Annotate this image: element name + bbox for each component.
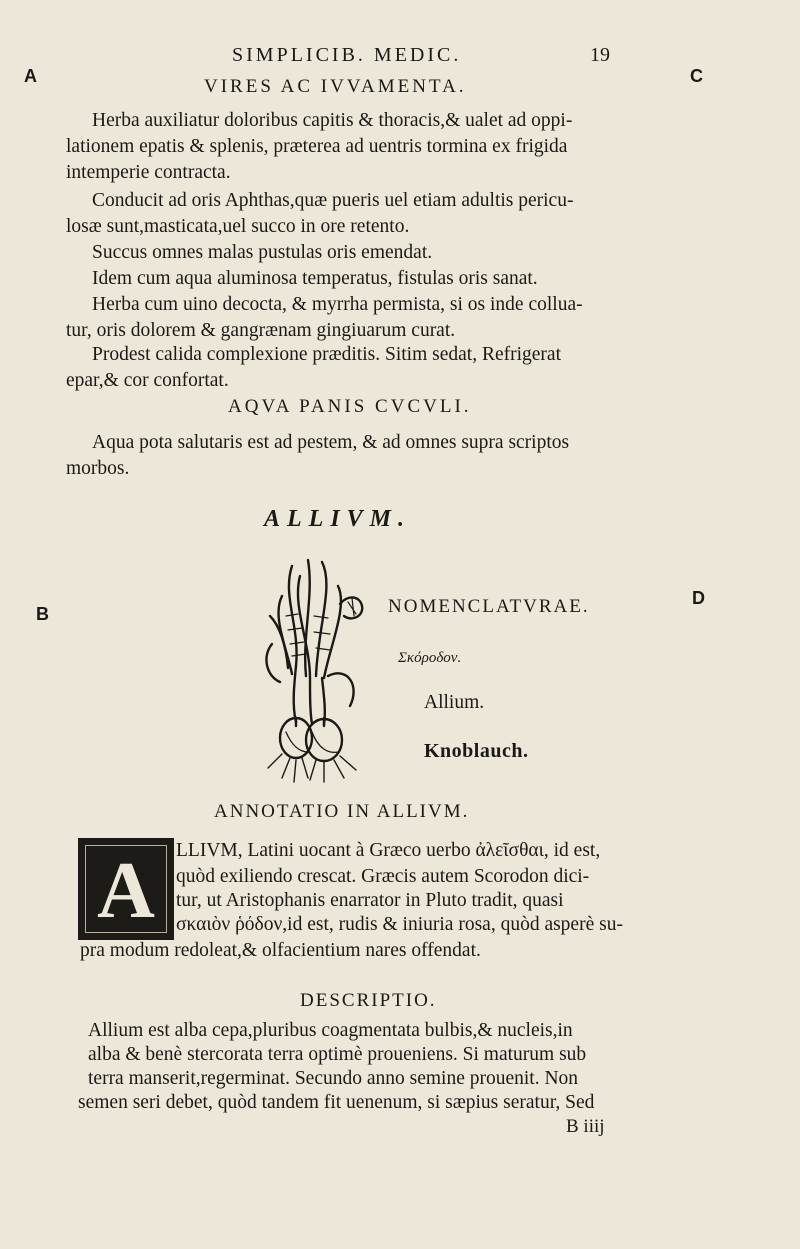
text-line: Succus omnes malas pustulas oris emendat. (92, 242, 433, 263)
initial-letter: A (97, 847, 155, 935)
signature-mark: B iiij (566, 1116, 605, 1137)
text-line: quòd exiliendo crescat. Græcis autem Scorodon dici- (176, 866, 590, 887)
text-line: LLIVM, Latini uocant à Græco uerbo ἀλεῖσθαι, id est, (176, 840, 601, 861)
german-name: Knoblauch. (424, 740, 529, 762)
annotatio-heading: ANNOTATIO IN ALLIVM. (214, 801, 470, 822)
page-number: 19 (590, 44, 610, 66)
text-line: intemperie contracta. (66, 162, 231, 183)
text-line: σκαιὸν ῥόδον,id est, rudis & iniuria rosa, quòd asperè su- (176, 914, 623, 935)
text-line: losæ sunt,masticata,uel succo in ore retento. (66, 216, 410, 237)
garlic-woodcut-illustration (252, 556, 378, 784)
section-heading-aqua: AQVA PANIS CVCVLI. (228, 396, 472, 417)
text-line: alba & benè stercorata terra optimè proueniens. Si maturum sub (88, 1044, 587, 1065)
text-line: Aqua pota salutaris est ad pestem, & ad omnes supra scriptos (92, 432, 570, 453)
text-line: semen seri debet, quòd tandem fit uenenum, si sæpius seratur, Sed (78, 1092, 595, 1113)
text-line: tur, ut Aristophanis enarrator in Pluto tradit, quasi (176, 890, 564, 911)
text-line: Idem cum aqua aluminosa temperatus, fistulas oris sanat. (92, 268, 538, 289)
running-header: SIMPLICIB. MEDIC. (232, 44, 462, 66)
text-line: morbos. (66, 458, 130, 479)
text-line: Allium est alba cepa,pluribus coagmentata bulbis,& nucleis,in (88, 1020, 573, 1041)
text-line: pra modum redoleat,& olfacientium nares offendat. (80, 940, 481, 961)
text-line: Conducit ad oris Aphthas,quæ pueris uel etiam adultis pericu- (92, 190, 574, 211)
latin-name: Allium. (424, 692, 485, 713)
text-line: Herba cum uino decocta, & myrrha permista, si os inde collua- (92, 294, 583, 315)
text-line: terra manserit,regerminat. Secundo anno semine prouenit. Non (88, 1068, 579, 1089)
text-line: epar,& cor confortat. (66, 370, 229, 391)
text-line: Prodest calida complexione præditis. Sitim sedat, Refrigerat (92, 344, 561, 365)
descriptio-heading: DESCRIPTIO. (300, 990, 437, 1011)
text-line: tur, oris dolorem & gangrænam gingiuarum curat. (66, 320, 456, 341)
text-line: lationem epatis & splenis, præterea ad uentris tormina ex frigida (66, 136, 568, 157)
decorated-initial (78, 838, 174, 940)
margin-letter-a: A (24, 66, 37, 86)
text-line: Herba auxiliatur doloribus capitis & thoracis,& ualet ad oppi- (92, 110, 573, 131)
margin-letter-c: C (690, 66, 703, 86)
greek-name: Σκόροδον. (398, 650, 462, 666)
margin-letter-b: B (36, 604, 49, 624)
nomenclature-heading: NOMENCLATVRAE. (388, 596, 590, 617)
margin-letter-d: D (692, 588, 705, 608)
chapter-title: ALLIVM. (264, 506, 412, 532)
section-heading-vires: VIRES AC IVVAMENTA. (204, 76, 467, 97)
